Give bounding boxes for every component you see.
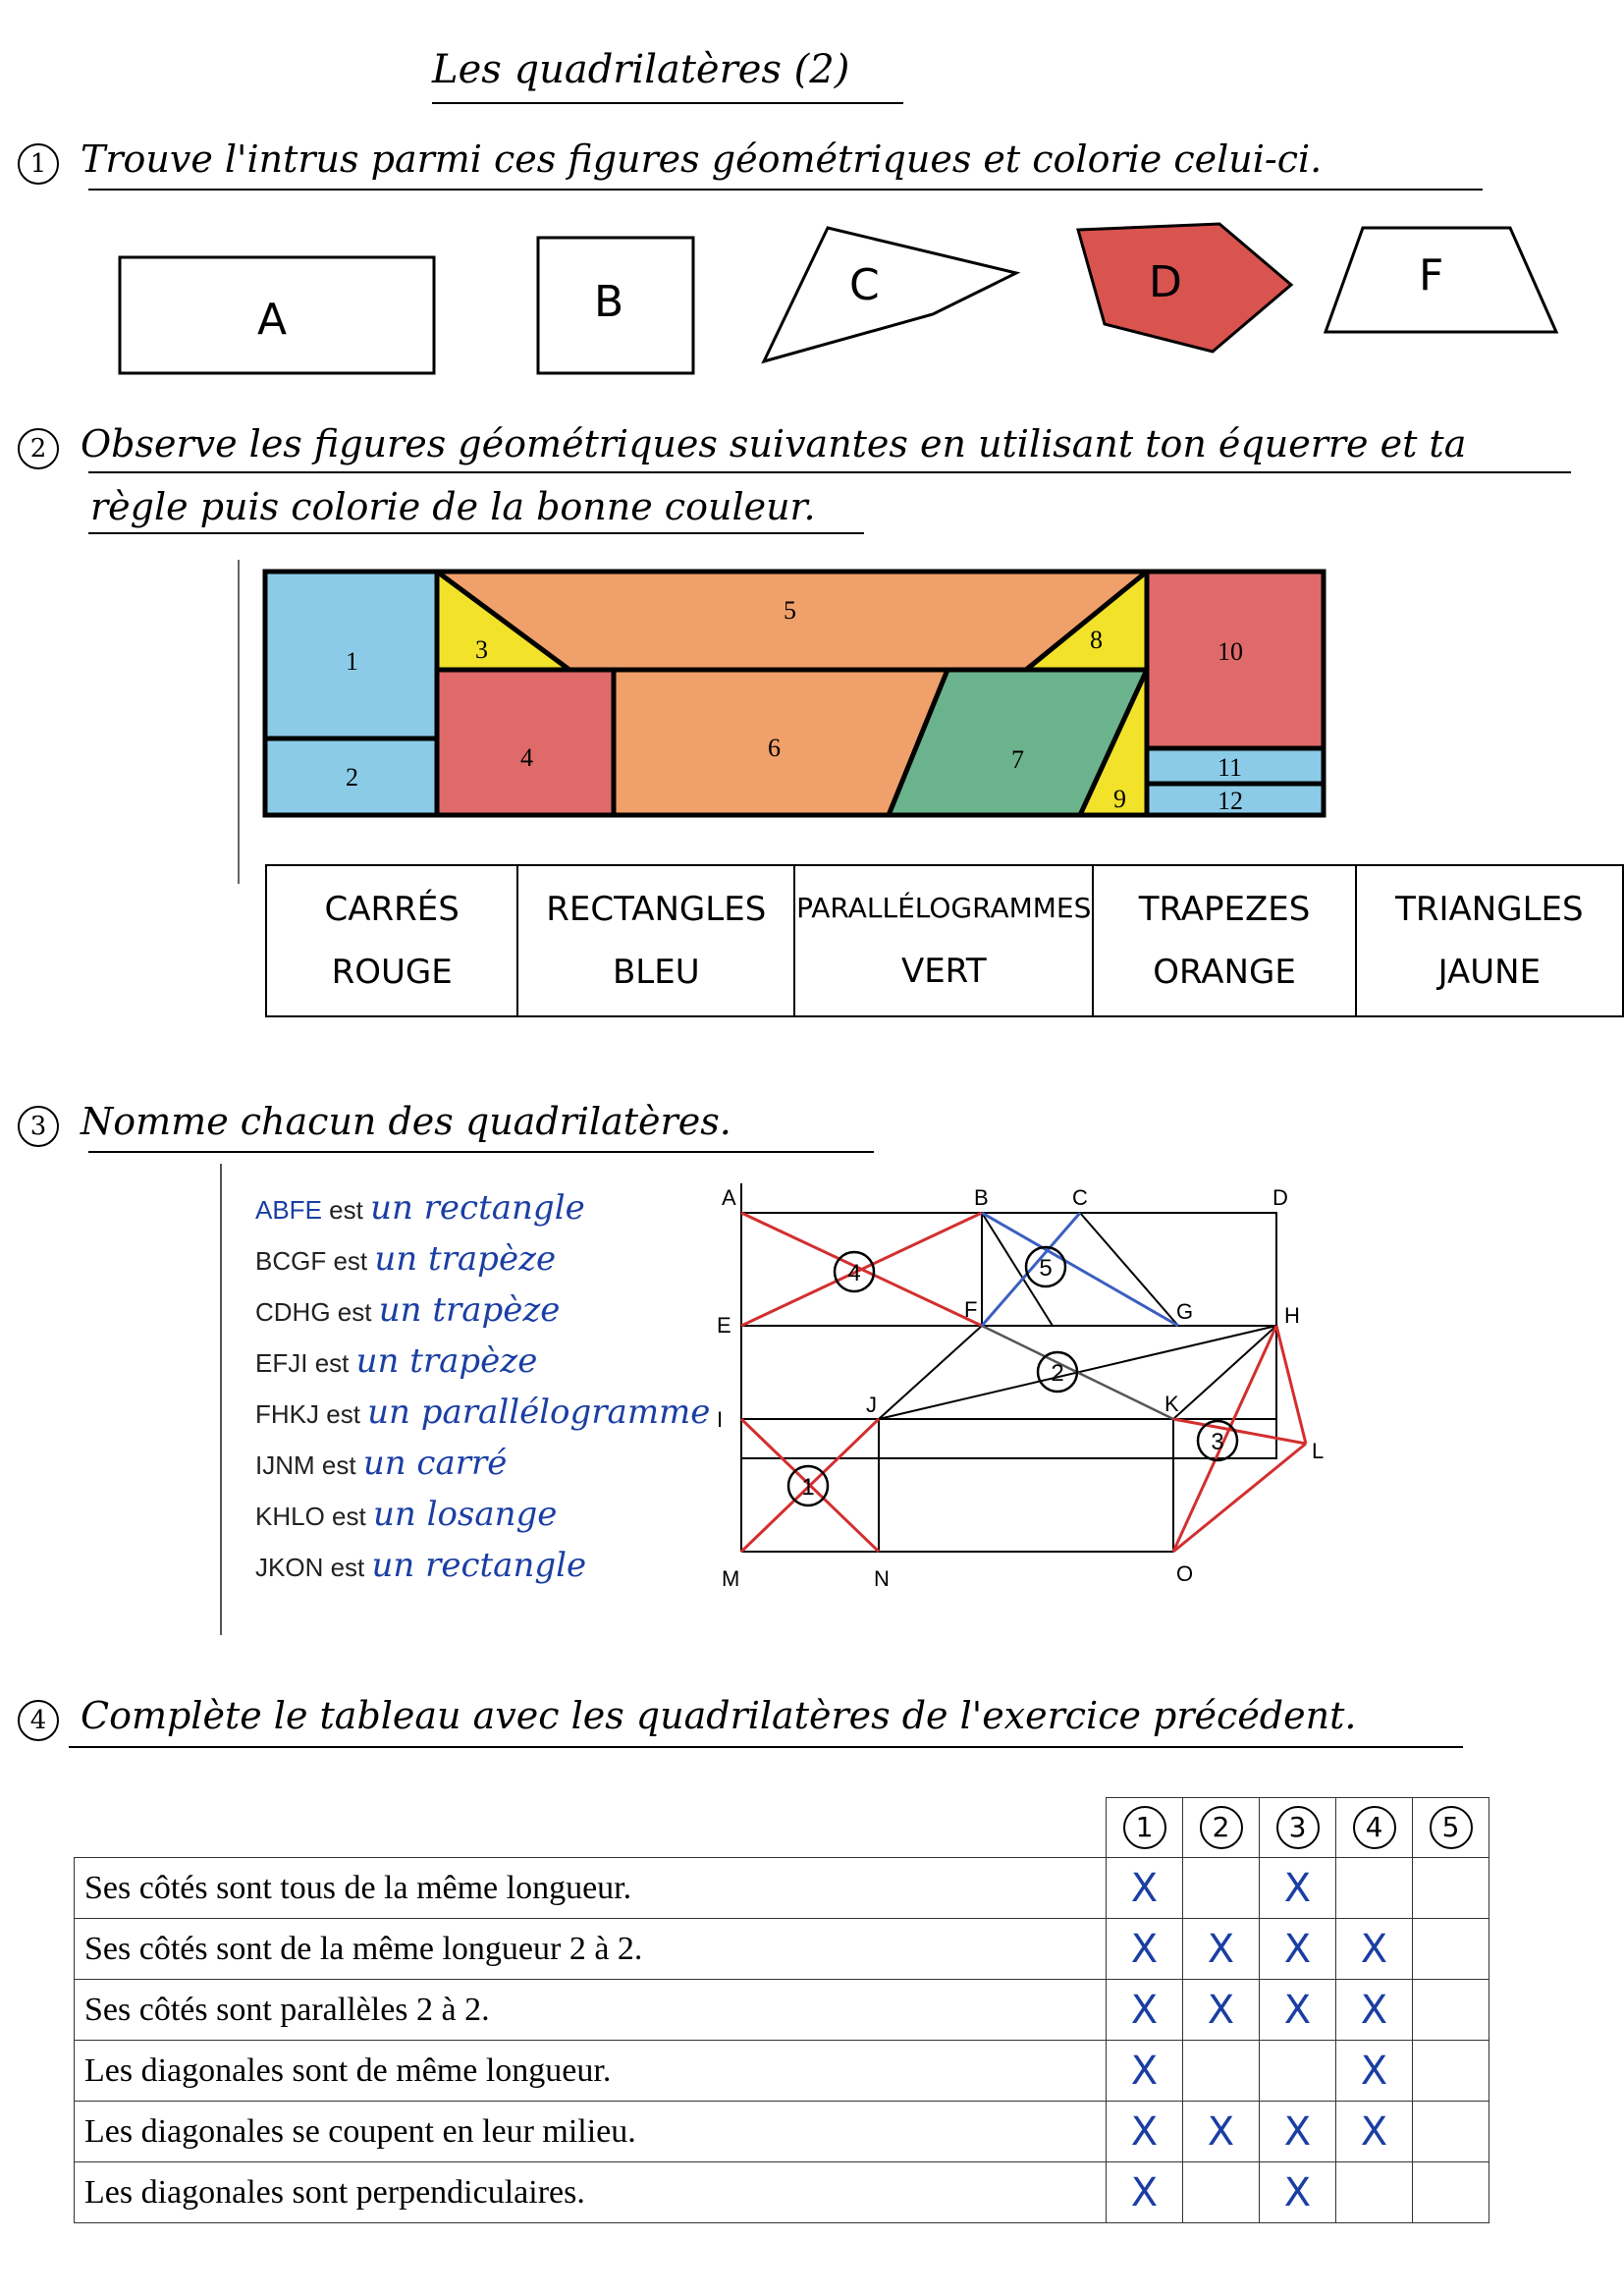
question-underline — [69, 1746, 1463, 1748]
piece-4 — [437, 670, 614, 815]
point-l: L — [1312, 1439, 1325, 1463]
legend-rectangles: RECTANGLES BLEU — [517, 865, 794, 1016]
point-j: J — [866, 1393, 877, 1417]
names-list — [255, 1188, 710, 1597]
legend-parallelograms: PARALLÉLOGRAMMES VERT — [794, 865, 1093, 1016]
q3-figure — [707, 1183, 1335, 1596]
name-row: ABFE est un rectangle — [255, 1188, 585, 1228]
point-n: N — [874, 1566, 890, 1591]
color-legend-table — [265, 864, 1624, 1017]
piece-label-6: 6 — [768, 734, 781, 762]
marker-4: 4 — [847, 1260, 861, 1286]
marker-1: 1 — [801, 1474, 815, 1501]
piece-label-4: 4 — [520, 743, 533, 772]
margin-line — [220, 1164, 222, 1635]
question-underline — [88, 189, 1483, 191]
point-g: G — [1176, 1299, 1194, 1324]
question-number: 4 — [18, 1700, 59, 1741]
column-header: 5 — [1413, 1798, 1489, 1858]
marker-2: 2 — [1051, 1360, 1064, 1387]
question-2 — [18, 422, 1466, 469]
table-row: Les diagonales sont perpendiculaires. X X — [75, 2162, 1489, 2223]
point-f: F — [964, 1297, 978, 1322]
page-title: Les quadrilatères (2) — [432, 47, 850, 92]
point-o: O — [1176, 1561, 1194, 1586]
piece-label-3: 3 — [475, 635, 488, 664]
legend-triangles: TRIANGLES JAUNE — [1356, 865, 1623, 1016]
table-row: Ses côtés sont parallèles 2 à 2. X X X X — [75, 1980, 1489, 2041]
question-underline — [88, 1151, 874, 1153]
table-row: Les diagonales se coupent en leur milieu. X X X X — [75, 2102, 1489, 2162]
shape-label-a: A — [257, 295, 288, 345]
marker-3: 3 — [1211, 1429, 1224, 1455]
piece-label-2: 2 — [346, 763, 358, 792]
shape-label-b: B — [594, 277, 624, 327]
column-header: 2 — [1183, 1798, 1260, 1858]
name-row: FHKJ est un parallélogramme — [255, 1393, 711, 1432]
name-row: KHLO est un losange — [255, 1495, 558, 1534]
name-row: CDHG est un trapèze — [255, 1290, 561, 1330]
column-header: 3 — [1260, 1798, 1336, 1858]
question-number: 2 — [18, 428, 59, 469]
question-text: Nomme chacun des quadrilatères. — [81, 1100, 731, 1143]
point-a: A — [722, 1185, 736, 1210]
shape-d-pentagon — [1078, 224, 1291, 352]
point-c: C — [1072, 1185, 1088, 1210]
question-underline — [88, 471, 1571, 473]
name-row: EFJI est un trapèze — [255, 1341, 538, 1381]
piece-label-7: 7 — [1011, 745, 1024, 774]
name-row: JKON est un rectangle — [255, 1546, 587, 1585]
question-number: 1 — [18, 143, 59, 185]
point-h: H — [1284, 1303, 1300, 1328]
piece-label-11: 11 — [1218, 753, 1243, 782]
shape-label-c: C — [849, 260, 880, 310]
table-row: Ses côtés sont de la même longueur 2 à 2. X X X X — [75, 1919, 1489, 1980]
question-2-line2: règle puis colorie de la bonne couleur. — [90, 485, 816, 528]
point-e: E — [717, 1313, 731, 1338]
properties-table — [74, 1797, 1489, 2223]
marker-5: 5 — [1039, 1255, 1053, 1282]
name-row: IJNM est un carré — [255, 1444, 508, 1483]
piece-label-10: 10 — [1218, 637, 1243, 666]
question-text: Trouve l'intrus parmi ces figures géométriques et colorie celui-ci. — [81, 137, 1323, 181]
name-row: BCGF est un trapèze — [255, 1239, 557, 1279]
point-d: D — [1272, 1185, 1288, 1210]
point-i: I — [717, 1407, 724, 1432]
legend-trapezoids: TRAPEZES ORANGE — [1093, 865, 1355, 1016]
piece-label-12: 12 — [1218, 787, 1243, 815]
table-row: Ses côtés sont tous de la même longueur. X X — [75, 1858, 1489, 1919]
piece-label-1: 1 — [346, 647, 358, 676]
question-text: Complète le tableau avec les quadrilatères de l'exercice précédent. — [81, 1694, 1357, 1737]
piece-label-9: 9 — [1113, 785, 1126, 813]
shape-label-d: D — [1149, 257, 1182, 307]
shape-c-quadrilateral — [764, 228, 1016, 361]
point-m: M — [722, 1566, 740, 1591]
title-underline — [432, 102, 903, 104]
piece-label-5: 5 — [784, 596, 796, 625]
point-b: B — [974, 1185, 989, 1210]
column-header: 1 — [1107, 1798, 1183, 1858]
question-3 — [18, 1100, 731, 1147]
legend-squares: CARRÉS ROUGE — [266, 865, 517, 1016]
point-k: K — [1164, 1392, 1179, 1416]
shape-label-f: F — [1419, 250, 1444, 301]
column-header: 4 — [1336, 1798, 1413, 1858]
question-underline — [88, 532, 864, 534]
question-4 — [18, 1694, 1356, 1741]
question-number: 3 — [18, 1106, 59, 1147]
question-text: Observe les figures géométriques suivantes en utilisant ton équerre et ta — [81, 422, 1467, 465]
piece-label-8: 8 — [1090, 626, 1103, 654]
question-1 — [18, 137, 1322, 185]
q1-shapes — [0, 206, 1624, 403]
table-row: Les diagonales sont de même longueur. X X — [75, 2041, 1489, 2102]
q2-puzzle — [0, 550, 1624, 884]
